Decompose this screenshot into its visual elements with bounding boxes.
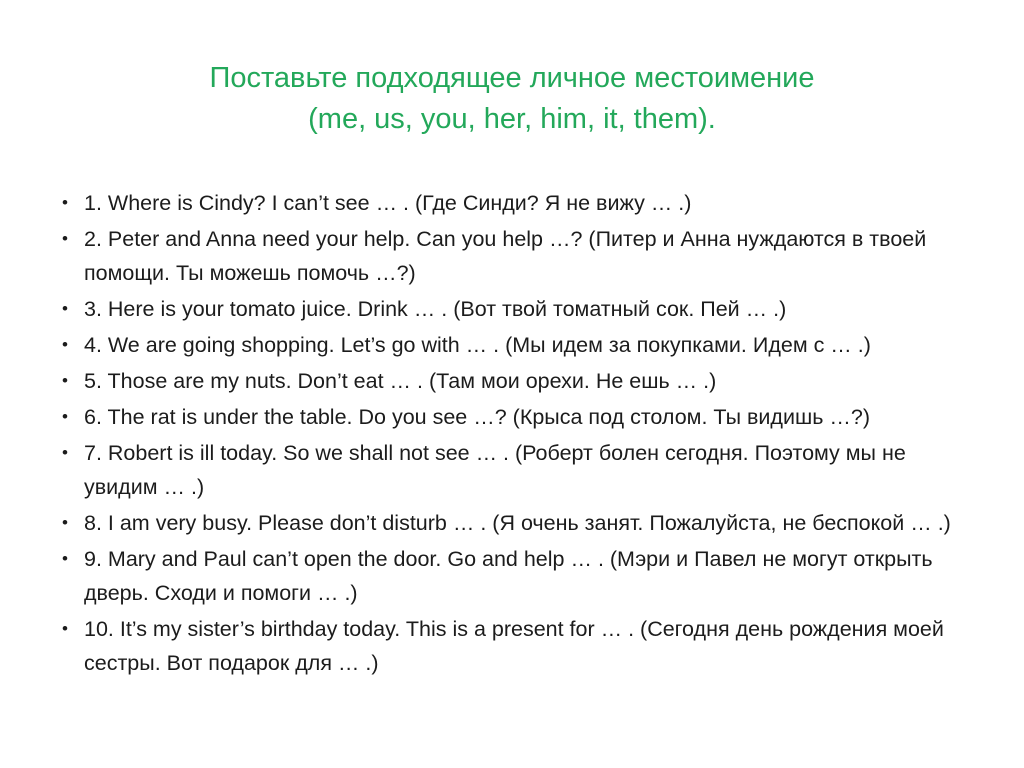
title-line-2: (me, us, you, her, him, it, them). — [308, 103, 716, 135]
item-text: 9. Mary and Paul can’t open the door. Go and help … . (Мэри и Павел не могут открыть дверь. Сходи и помоги … .) — [84, 547, 933, 605]
list-item — [62, 506, 972, 540]
bullet: • — [62, 549, 68, 568]
bullet: • — [62, 335, 68, 354]
item-text: 4. We are going shopping. Let’s go with … . (Мы идем за покупками. Идем с … .) — [84, 333, 871, 357]
bullet: • — [62, 371, 68, 390]
item-text: 5. Those are my nuts. Don’t eat … . (Там мои орехи. Не ешь … .) — [84, 369, 717, 393]
bullet: • — [62, 229, 68, 248]
list-item — [62, 542, 972, 610]
bullet: • — [62, 443, 68, 462]
item-text: 1. Where is Cindy? I can’t see … . (Где Синди? Я не вижу … .) — [84, 191, 692, 215]
item-text: 8. I am very busy. Please don’t disturb … . (Я очень занят. Пожалуйста, не беспокой … .) — [84, 511, 951, 535]
list-item — [62, 400, 972, 434]
list-item — [62, 436, 972, 504]
list-item — [62, 364, 972, 398]
list-item — [62, 222, 972, 290]
bullet: • — [62, 619, 68, 638]
title-line-1: Поставьте подходящее личное местоимение — [209, 62, 815, 94]
slide-title — [0, 58, 1024, 140]
item-text: 7. Robert is ill today. So we shall not see … . (Роберт болен сегодня. Поэтому мы не увидим … .) — [84, 441, 906, 499]
list-item — [62, 328, 972, 362]
list-item — [62, 186, 972, 220]
item-text: 6. The rat is under the table. Do you see …? (Крыса под столом. Ты видишь …?) — [84, 405, 871, 429]
bullet: • — [62, 513, 68, 532]
list-item — [62, 292, 972, 326]
list-item — [62, 612, 972, 680]
item-text: 2. Peter and Anna need your help. Can you help …? (Питер и Анна нуждаются в твоей помощи. Ты можешь помочь …?) — [84, 227, 927, 285]
bullet: • — [62, 299, 68, 318]
bullet: • — [62, 193, 68, 212]
item-text: 3. Here is your tomato juice. Drink … . (Вот твой томатный сок. Пей … .) — [84, 297, 787, 321]
bullet: • — [62, 407, 68, 426]
exercise-list — [62, 186, 972, 682]
item-text: 10. It’s my sister’s birthday today. This is a present for … . (Сегодня день рождения моей сестры. Вот подарок для … .) — [84, 617, 944, 675]
